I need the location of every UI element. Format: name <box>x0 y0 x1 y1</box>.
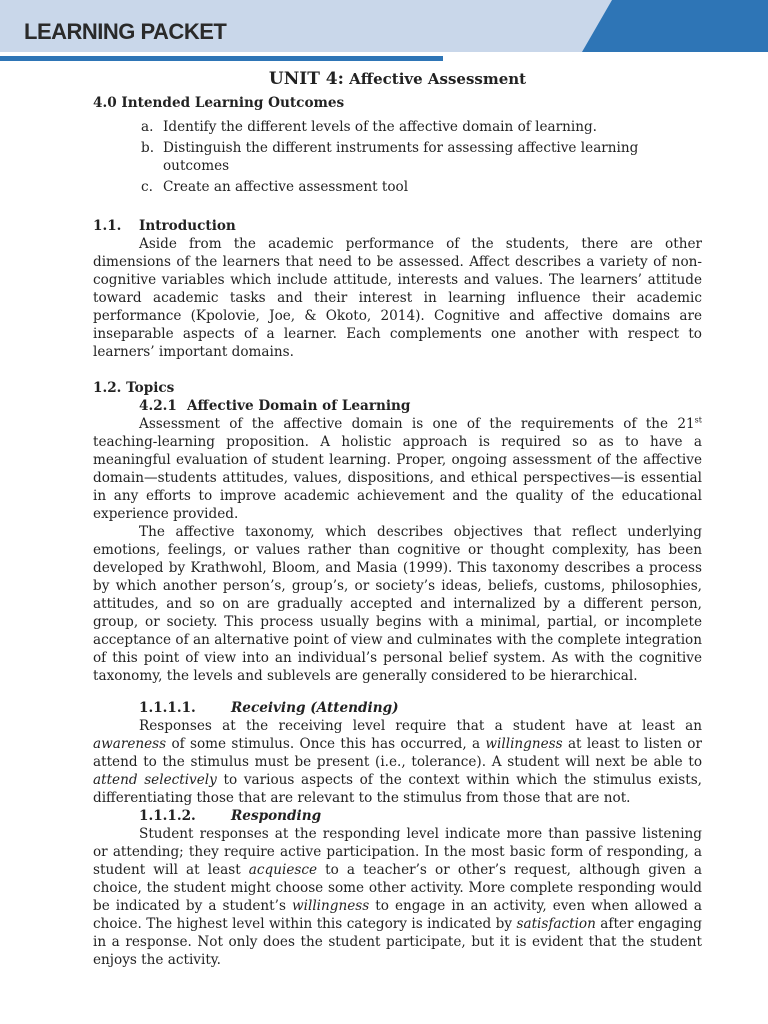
intro-heading: 1.1. Introduction <box>93 218 236 234</box>
outcomes-list <box>93 118 702 196</box>
list-item: c. Create an affective assessment tool <box>141 179 409 195</box>
topics-heading: 1.2. Topics <box>93 380 175 396</box>
unit-title <box>93 70 702 88</box>
intro-paragraph: Aside from the academic performance of the students, there are other dimensions of the learners that need to be assessed. Affect describes a variety of non-cognitive variables which include attitude, interests and values. The learners’ attitude toward academic tasks and their interest in learning influence their academic performance (Kpolovie, Joe, & Okoto, 2014). Cognitive and affective domains are inseparable aspects of a learner. Each complements one another with respect to learners’ important domains. <box>93 236 702 360</box>
responding-heading: 1.1.1.2. Responding <box>139 808 322 824</box>
topics-paragraph-1: Assessment of the affective domain is one of the requirements of the 21st teaching-learning proposition. A holistic approach is required so as to have a meaningful evaluation of student learning. Proper, ongoing assessment of the affective domain—students attitudes, values, dispositions, and ethical perspectives—is essential in any efforts to improve academic achievement and the quality of the educational experience provided. <box>93 415 702 522</box>
header-banner <box>0 0 768 62</box>
topic-subheading: 4.2.1 Affective Domain of Learning <box>139 398 411 414</box>
outcomes-heading: 4.0 Intended Learning Outcomes <box>93 95 345 111</box>
list-item: a. Identify the different levels of the affective domain of learning. <box>141 119 598 135</box>
unit-label: UNIT 4: <box>268 69 344 89</box>
receiving-heading: 1.1.1.1. Receiving (Attending) <box>139 700 399 716</box>
document-body <box>93 70 702 969</box>
responding-paragraph: Student responses at the responding level indicate more than passive listening or attending; they require active participation. In the most basic form of responding, a student will at least acquiesce to a teacher’s or other’s request, although given a choice, the student might choose some other activity. More complete responding would be indicated by a student’s willingness to engage in an activity, even when allowed a choice. The highest level within this category is indicated by satisfaction after engaging in a response. Not only does the student participate, but it is evident that the student enjoys the activity. <box>93 826 703 968</box>
list-item: b. Distinguish the different instruments for assessing affective learning outcomes <box>141 140 639 174</box>
receiving-paragraph: Responses at the receiving level require that a student have at least an awareness of some stimulus. Once this has occurred, a willingness at least to listen or attend to the stimulus must be present (i.e., tolerance). A student will next be able to attend selectively to various aspects of the context within which the stimulus exists, differentiating those that are relevant to the stimulus from those that are not. <box>93 718 702 806</box>
unit-name: Affective Assessment <box>349 70 527 88</box>
topics-paragraph-2: The affective taxonomy, which describes objectives that reflect underlying emotions, feelings, or values rather than cognitive or thought complexity, has been developed by Krathwohl, Bloom, and Masia (1999). This taxonomy describes a process by which another person’s, group’s, or society’s ideas, beliefs, customs, philosophies, attitudes, and so on are gradually accepted and internalized by a different person, group, or society. This process usually begins with a minimal, partial, or incomplete acceptance of an alternative point of view and culminates with the complete integration of this point of view into an individual’s personal belief system. As with the cognitive taxonomy, the levels and sublevels are generally considered to be hierarchical. <box>93 524 702 684</box>
header-title: LEARNING PACKET <box>24 19 227 44</box>
